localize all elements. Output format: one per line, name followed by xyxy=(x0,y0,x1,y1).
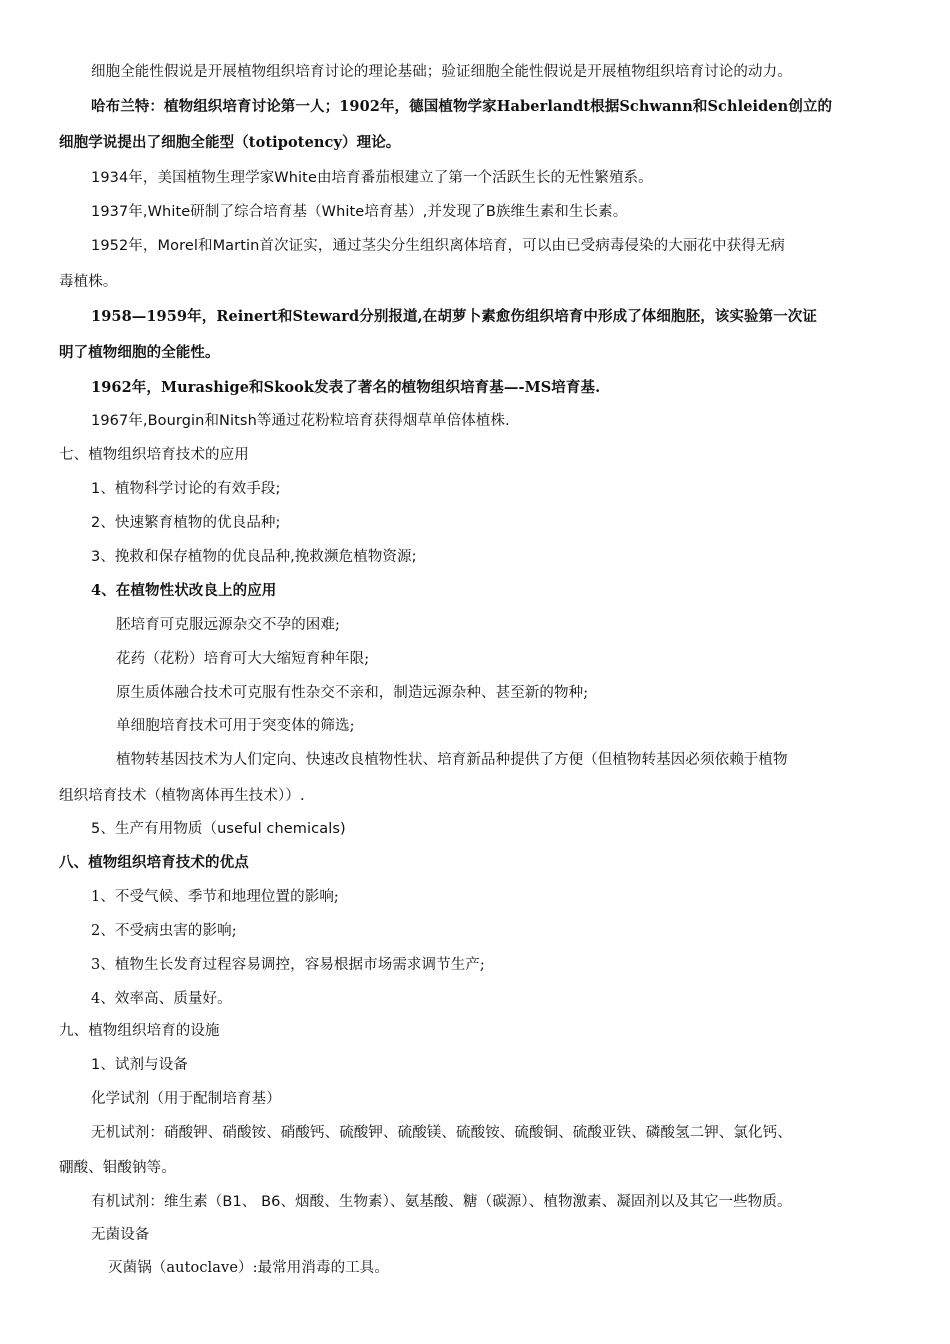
section-heading-9: 九、植物组织培育的设施 xyxy=(59,1023,220,1039)
paragraph-1934: 1934年，美国植物生理学家White由培育番茄根建立了第一个活跃生长的无性繁殖系。 xyxy=(91,170,653,186)
list-item-8-1: 1、不受气候、季节和地理位置的影响; xyxy=(91,889,339,905)
list-item-7-2: 2、快速繁育植物的优良品种; xyxy=(91,515,281,531)
paragraph-inorganic-line1: 无机试剂：硝酸钾、硝酸铵、硝酸钙、硫酸钾、硫酸镁、硫酸铵、硫酸铜、硫酸亚铁、磷酸氢二钾、氯化钙、 xyxy=(91,1125,792,1141)
paragraph-1958-line1: 1958—1959年，Reinert和Steward分别报道,在胡萝卜素愈伤组织培育中形成了体细胞胚，该实验第一次证 xyxy=(91,308,817,325)
paragraph-1962: 1962年，Murashige和Skook发表了著名的植物组织培育基—-MS培育基. xyxy=(91,379,601,396)
sub-heading-sterile-equipment: 无菌设备 xyxy=(91,1227,150,1243)
section-heading-7: 七、植物组织培育技术的应用 xyxy=(59,447,249,463)
paragraph-1967: 1967年,Bourgin和Nitsh等通过花粉粒培育获得烟草单倍体植株. xyxy=(91,413,510,429)
paragraph-autoclave: 灭菌锅（autoclave）:最常用消毒的工具。 xyxy=(108,1260,389,1276)
list-item-7-4: 4、在植物性状改良上的应用 xyxy=(91,582,277,599)
section-heading-8: 八、植物组织培育技术的优点 xyxy=(59,854,249,871)
list-item-8-4: 4、效率高、质量好。 xyxy=(91,991,232,1007)
paragraph-1958-line2: 明了植物细胞的全能性。 xyxy=(59,344,220,361)
list-item-7-5: 5、生产有用物质（useful chemicals) xyxy=(91,821,346,837)
sub-heading-chemicals: 化学试剂（用于配制培育基） xyxy=(91,1091,281,1107)
list-item-7-1: 1、植物科学讨论的有效手段; xyxy=(91,481,281,497)
list-item-8-3: 3、植物生长发育过程容易调控，容易根据市场需求调节生产; xyxy=(91,957,485,973)
paragraph-haberlandt-line2: 细胞学说提出了细胞全能型（totipotency）理论。 xyxy=(59,134,401,151)
paragraph-1952-line1: 1952年，Morel和Martin首次证实，通过茎尖分生组织离体培育，可以由已受病毒侵染的大丽花中获得无病 xyxy=(91,238,786,254)
paragraph-haberlandt-line1: 哈布兰特：植物组织培育讨论第一人；1902年，德国植物学家Haberlandt根据Schwann和Schleiden创立的 xyxy=(91,98,833,115)
paragraph-1937: 1937年,White研制了综合培育基（White培育基）,并发现了B族维生素和生长素。 xyxy=(91,204,628,220)
sub-item-single-cell: 单细胞培育技术可用于突变体的筛选; xyxy=(116,718,355,734)
paragraph-totipotency-basis: 细胞全能性假说是开展植物组织培育讨论的理论基础；验证细胞全能性假说是开展植物组织培育讨论的动力。 xyxy=(91,64,792,80)
list-item-9-1: 1、试剂与设备 xyxy=(91,1057,188,1073)
sub-item-transgenic-line1: 植物转基因技术为人们定向、快速改良植物性状、培育新品种提供了方便（但植物转基因必须依赖于植物 xyxy=(116,752,788,768)
paragraph-inorganic-line2: 硼酸、钼酸钠等。 xyxy=(59,1160,176,1176)
paragraph-organic: 有机试剂：维生素（B1、 B6、烟酸、生物素）、氨基酸、糖（碳源）、植物激素、凝固剂以及其它一些物质。 xyxy=(91,1194,792,1210)
paragraph-1952-line2: 毒植株。 xyxy=(59,274,118,290)
list-item-7-3: 3、挽救和保存植物的优良品种,挽救濒危植物资源; xyxy=(91,549,417,565)
sub-item-transgenic-line2: 组织培育技术（植物离体再生技术））. xyxy=(59,788,305,804)
sub-item-protoplast-fusion: 原生质体融合技术可克服有性杂交不亲和，制造远源杂种、甚至新的物种; xyxy=(116,685,589,701)
sub-item-anther-culture: 花药（花粉）培育可大大缩短育种年限; xyxy=(116,651,370,667)
sub-item-embryo-culture: 胚培育可克服远源杂交不孕的困难; xyxy=(116,617,340,633)
list-item-8-2: 2、不受病虫害的影响; xyxy=(91,923,237,939)
